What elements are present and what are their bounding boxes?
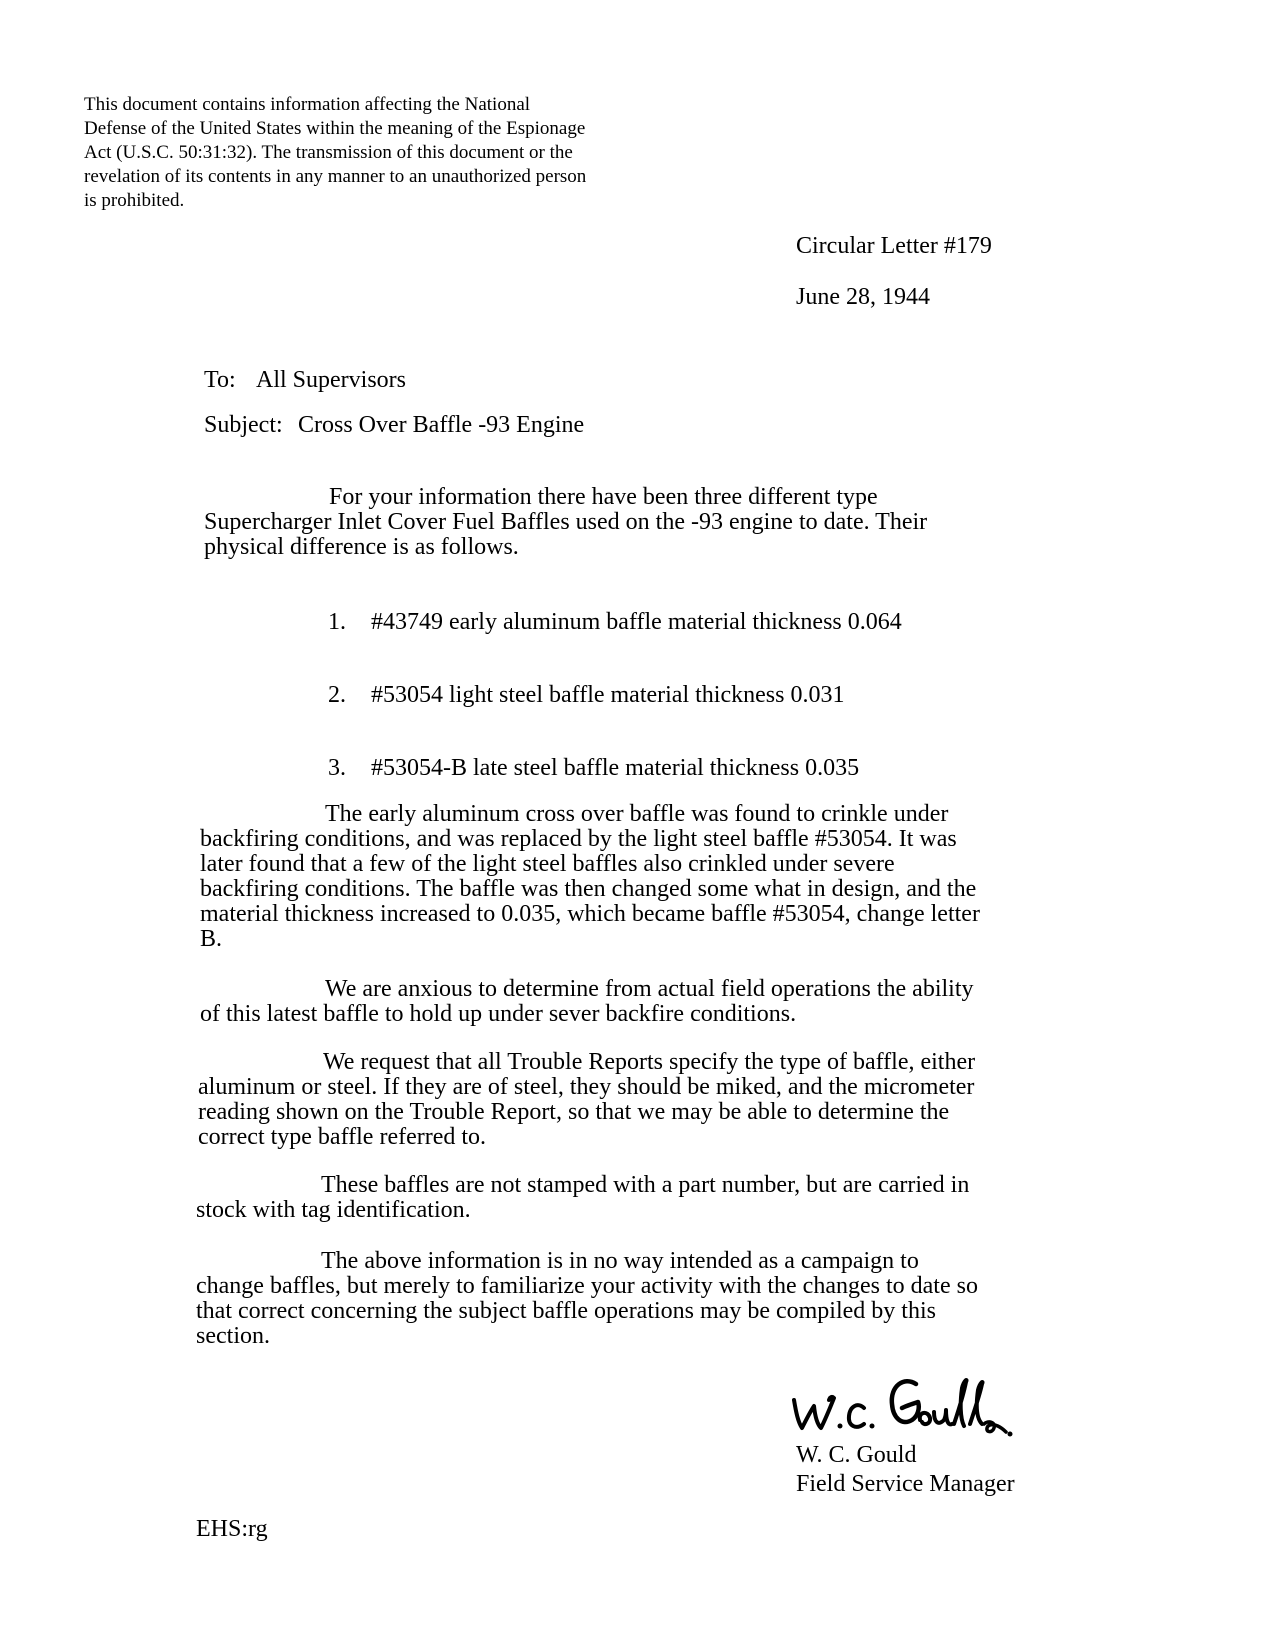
notice-line: This document contains information affecting the National: [84, 94, 531, 115]
paragraph-line: backfiring conditions. The baffle was then changed some what in design, and the: [200, 876, 977, 902]
paragraph-line: material thickness increased to 0.035, which became baffle #53054, change letter: [200, 901, 980, 927]
paragraph-line: of this latest baffle to hold up under sever backfire conditions.: [200, 1001, 797, 1027]
paragraph-closing: [196, 1249, 1016, 1349]
to-line: [204, 366, 406, 394]
list-text: #53054 light steel baffle material thickness 0.031: [371, 682, 845, 708]
notice-line: Defense of the United States within the meaning of the Espionage: [84, 118, 586, 139]
list-number: 1.: [328, 609, 346, 635]
paragraph-line: We are anxious to determine from actual field operations the ability: [325, 976, 974, 1002]
paragraph-line: physical difference is as follows.: [204, 534, 519, 560]
paragraph-line: The above information is in no way intended as a campaign to: [321, 1248, 919, 1274]
subject-label: Subject:: [204, 412, 283, 438]
to-label: To:: [204, 367, 236, 393]
paragraph-line: change baffles, but merely to familiarize your activity with the changes to date so: [196, 1273, 978, 1299]
paragraph-line: These baffles are not stamped with a part number, but are carried in: [321, 1172, 970, 1198]
notice-line: is prohibited.: [84, 190, 185, 211]
subject-line: [204, 411, 584, 439]
list-number: 2.: [328, 682, 346, 708]
paragraph-line: correct type baffle referred to.: [198, 1124, 487, 1150]
signatory-title: Field Service Manager: [796, 1471, 1015, 1497]
paragraph-line: section.: [196, 1323, 270, 1349]
list-item: [328, 608, 902, 636]
list-text: #53054-B late steel baffle material thickness 0.035: [371, 755, 860, 781]
circular-letter-number: Circular Letter #179: [796, 233, 992, 259]
paragraph-request: [198, 1050, 1018, 1150]
to-value: All Supervisors: [256, 367, 406, 393]
paragraph-line: The early aluminum cross over baffle was found to crinkle under: [325, 801, 949, 827]
paragraph-line: reading shown on the Trouble Report, so that we may be able to determine the: [198, 1099, 950, 1125]
paragraph-line: Supercharger Inlet Cover Fuel Baffles used on the -93 engine to date. Their: [204, 509, 928, 535]
paragraph-line: that correct concerning the subject baffle operations may be compiled by this: [196, 1298, 936, 1324]
paragraph-line: aluminum or steel. If they are of steel, they should be miked, and the micrometer: [198, 1074, 975, 1100]
paragraph-line: later found that a few of the light steel baffles also crinkled under severe: [200, 851, 895, 877]
letter-date: June 28, 1944: [796, 284, 930, 310]
paragraph-identification: [196, 1173, 1016, 1223]
signatory-name: W. C. Gould: [796, 1442, 917, 1468]
security-notice: [84, 93, 644, 213]
paragraph-purpose: [200, 977, 1020, 1027]
paragraph-line: We request that all Trouble Reports specify the type of baffle, either: [323, 1049, 976, 1075]
list-item: [328, 681, 844, 709]
subject-value: Cross Over Baffle -93 Engine: [298, 412, 585, 438]
notice-line: revelation of its contents in any manner to an unauthorized person: [84, 166, 587, 187]
reference-initials: EHS:rg: [196, 1516, 268, 1542]
paragraph-history: [200, 802, 1020, 952]
paragraph-line: stock with tag identification.: [196, 1197, 471, 1223]
list-text: #43749 early aluminum baffle material thickness 0.064: [371, 609, 902, 635]
list-item: [328, 754, 859, 782]
paragraph-intro: [204, 485, 1024, 560]
paragraph-line: backfiring conditions, and was replaced by the light steel baffle #53054. It was: [200, 826, 957, 852]
paragraph-line: For your information there have been three different type: [329, 484, 878, 510]
handwritten-signature: [788, 1372, 1018, 1442]
list-number: 3.: [328, 755, 346, 781]
paragraph-line: B.: [200, 926, 223, 952]
notice-line: Act (U.S.C. 50:31:32). The transmission of this document or the: [84, 142, 573, 163]
